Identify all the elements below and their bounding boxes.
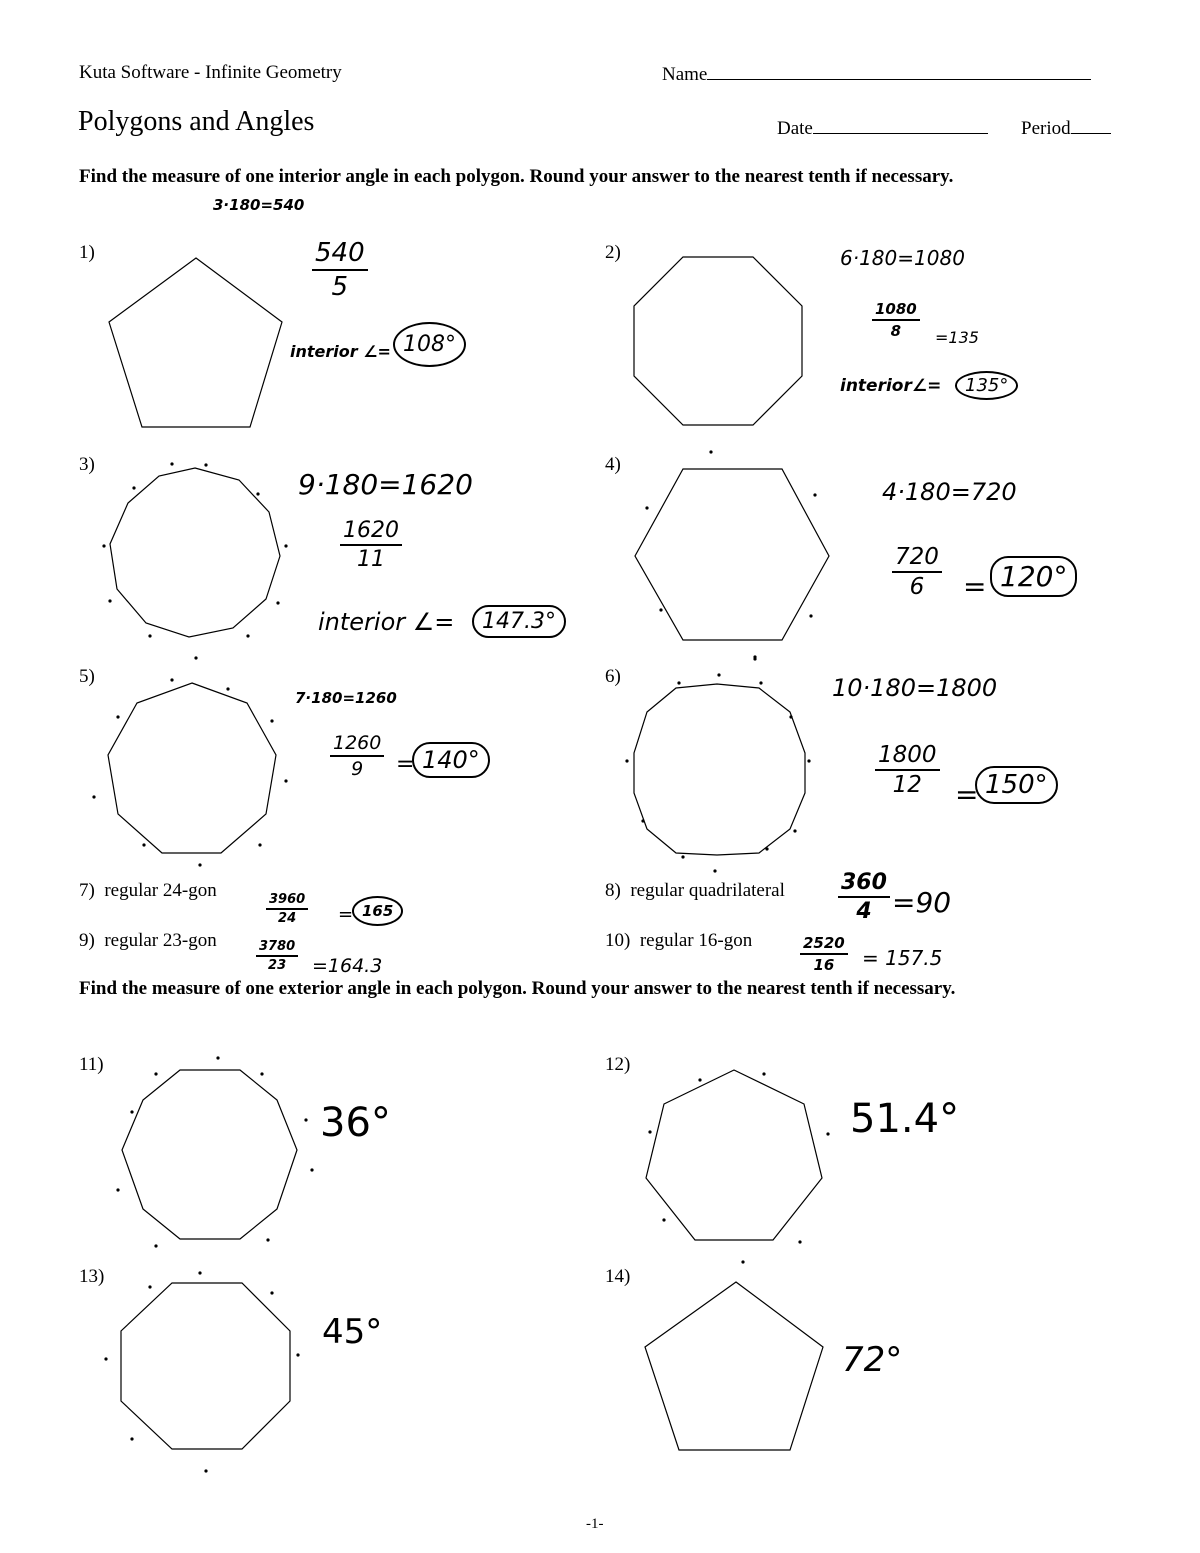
problem-4-hexagon <box>625 460 845 650</box>
p10-fraction: $\frac{2520}{16}$ <box>800 934 848 974</box>
exterior-instructions: Find the measure of one exterior angle in each polygon. Round your answer to the nearest tenth if necessary. <box>79 978 956 999</box>
problem-11-decagon <box>110 1062 310 1252</box>
problem-2-octagon <box>625 250 815 440</box>
page-title: Polygons and Angles <box>78 106 315 137</box>
problem-12-heptagon <box>640 1062 840 1252</box>
p8-fraction: $\frac{360}{4}$ <box>838 870 890 924</box>
p13-answer: 45° <box>322 1312 383 1352</box>
p6-equals: = <box>955 778 979 811</box>
problem-8-text: regular quadrilateral <box>630 880 785 901</box>
p7-equals: = <box>338 904 354 925</box>
date-label: Date <box>777 118 813 139</box>
problem-13-number: 13) <box>79 1266 105 1287</box>
p11-answer: 36° <box>320 1100 391 1146</box>
p2-equation: 6·180=1080 <box>840 246 965 270</box>
problem-8 <box>605 880 785 902</box>
page-number: -1- <box>586 1516 604 1532</box>
problem-9 <box>79 930 217 952</box>
problem-9-text: regular 23-gon <box>104 930 217 951</box>
problem-7-number: 7) <box>79 880 95 901</box>
p5-equals: = <box>396 752 415 777</box>
p3-answer: 147.3° <box>472 605 566 638</box>
problem-6-dodecagon <box>625 675 825 865</box>
problem-13-octagon <box>110 1275 310 1465</box>
p7-fraction: $\frac{3960}{24}$ <box>266 892 308 926</box>
interior-instructions: Find the measure of one interior angle in each polygon. Round your answer to the nearest tenth if necessary. <box>79 166 954 187</box>
p1-answer: 108° <box>393 322 466 367</box>
top-note: 3·180=540 <box>213 196 305 214</box>
p9-fraction: $\frac{3780}{23}$ <box>256 939 298 973</box>
p2-answer: 135° <box>955 371 1018 400</box>
p2-label: interior∠= <box>840 376 942 396</box>
problem-1-pentagon <box>100 250 300 440</box>
problem-5-nonagon <box>100 675 300 865</box>
problem-10 <box>605 930 752 952</box>
problem-1-number: 1) <box>79 242 95 263</box>
period-field <box>1021 116 1111 140</box>
problem-14-number: 14) <box>605 1266 631 1287</box>
problem-7 <box>79 880 217 902</box>
problem-3-hendecagon <box>100 460 300 650</box>
date-field <box>777 116 988 140</box>
p1-fraction: $\frac{540}{5}$ <box>312 238 368 302</box>
p3-equation: 9·180=1620 <box>298 468 473 501</box>
p1-label: interior ∠= <box>290 342 391 361</box>
name-label: Name <box>662 64 708 85</box>
period-blank <box>1071 116 1111 134</box>
problem-6-number: 6) <box>605 666 621 687</box>
name-blank <box>707 62 1091 80</box>
problem-4-number: 4) <box>605 454 621 475</box>
p3-fraction: $\frac{1620}{11}$ <box>340 518 402 572</box>
p4-equation: 4·180=720 <box>882 478 1017 506</box>
p4-equals: = <box>963 570 987 603</box>
p5-fraction: $\frac{1260}{9}$ <box>330 732 384 780</box>
problem-2-number: 2) <box>605 242 621 263</box>
p5-equation: 7·180=1260 <box>295 689 397 707</box>
p3-label: interior ∠= <box>318 608 455 636</box>
problem-3-number: 3) <box>79 454 95 475</box>
problem-8-number: 8) <box>605 880 621 901</box>
p9-result: =164.3 <box>312 955 383 977</box>
p2-fraction: $\frac{1080}{8}$ <box>872 300 920 340</box>
problem-12-number: 12) <box>605 1054 631 1075</box>
problem-7-text: regular 24-gon <box>104 880 217 901</box>
p14-answer: 72° <box>842 1340 903 1380</box>
problem-9-number: 9) <box>79 930 95 951</box>
p12-answer: 51.4° <box>850 1096 960 1142</box>
p5-answer: 140° <box>412 742 490 778</box>
name-field <box>662 62 1091 86</box>
p4-answer: 120° <box>990 556 1077 597</box>
p8-result: =90 <box>892 886 952 919</box>
p10-result: = 157.5 <box>862 946 943 970</box>
p2-result: =135 <box>935 328 979 347</box>
problem-10-text: regular 16-gon <box>639 930 753 951</box>
p6-fraction: $\frac{1800}{12}$ <box>875 742 940 798</box>
software-name: Kuta Software - Infinite Geometry <box>79 62 342 83</box>
problem-5-number: 5) <box>79 666 95 687</box>
p6-answer: 150° <box>975 766 1058 804</box>
p4-fraction: $\frac{720}{6}$ <box>892 544 942 600</box>
date-blank <box>813 116 988 134</box>
problem-10-number: 10) <box>605 930 631 951</box>
problem-14-pentagon <box>635 1272 835 1462</box>
period-label: Period <box>1021 118 1071 139</box>
problem-11-number: 11) <box>79 1054 104 1075</box>
p6-equation: 10·180=1800 <box>832 674 998 702</box>
p7-answer: 165 <box>352 896 403 926</box>
